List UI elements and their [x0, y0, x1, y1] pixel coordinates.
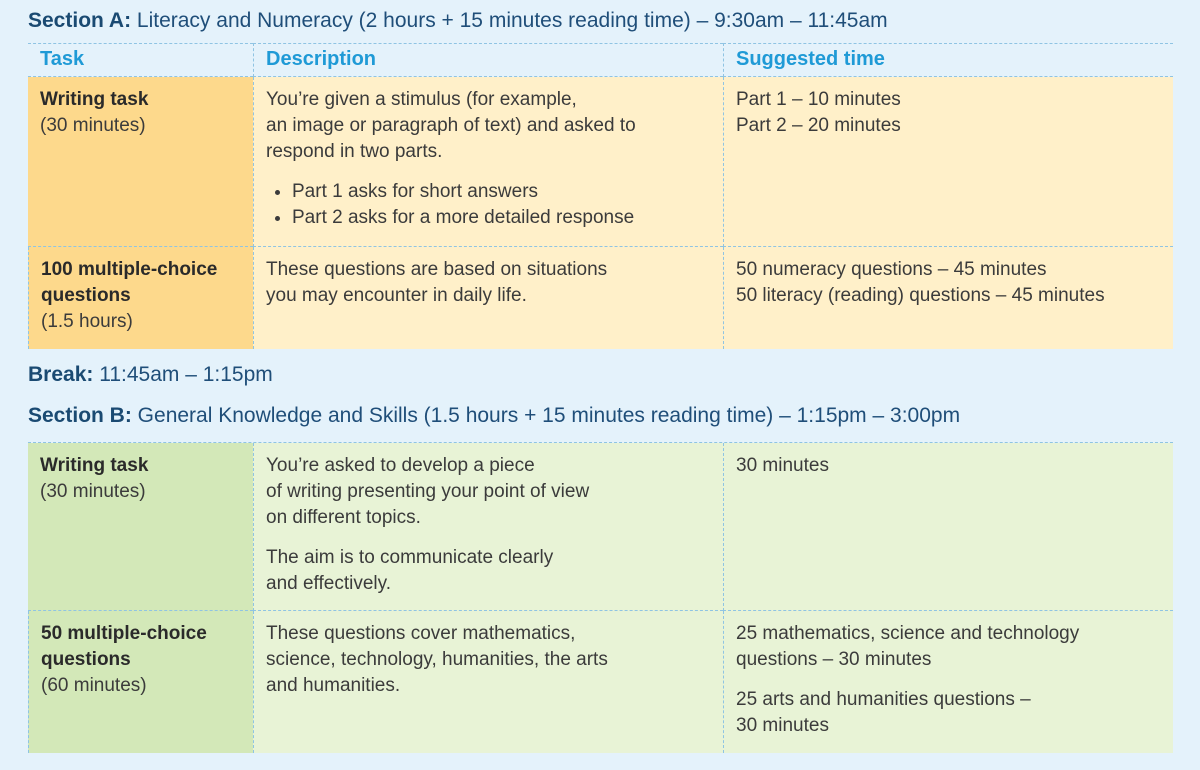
section-b-title: General Knowledge and Skills (1.5 hours + 15 minutes reading time) – 1:15pm – 3:00pm — [131, 404, 961, 427]
text-line: questions – 30 minutes — [736, 649, 932, 670]
text-line: an image or paragraph of text) and asked to — [266, 115, 636, 136]
section-a-title: Literacy and Numeracy (2 hours + 15 minutes reading time) – 9:30am – 11:45am — [131, 9, 888, 32]
text-line: 25 mathematics, science and technology — [736, 623, 1080, 644]
text-line: respond in two parts. — [266, 141, 443, 162]
text-line: on different topics. — [266, 507, 421, 528]
text-line: Part 1 – 10 minutes — [736, 89, 901, 110]
description-bullets — [266, 179, 711, 231]
table-row-description — [253, 247, 723, 349]
table-row-description — [253, 443, 723, 611]
task-title: 100 multiple-choice questions — [41, 259, 218, 306]
table-row-description — [253, 77, 723, 247]
text-line: 50 literacy (reading) questions – 45 minutes — [736, 285, 1105, 306]
time-paragraph — [736, 687, 1161, 739]
task-duration: (1.5 hours) — [41, 311, 133, 332]
break-time: 11:45am – 1:15pm — [93, 363, 273, 386]
table-row-time — [723, 443, 1173, 611]
section-a-table — [28, 43, 1173, 349]
task-title: Writing task — [40, 89, 149, 110]
break-label: Break: — [28, 363, 94, 386]
text-line: you may encounter in daily life. — [266, 285, 527, 306]
task-title: 50 multiple-choice questions — [41, 623, 207, 670]
text-line: You’re given a stimulus (for example, — [266, 89, 577, 110]
table-row-task — [28, 611, 253, 753]
table-row-time — [723, 611, 1173, 753]
header-description: Description — [253, 43, 723, 77]
description-paragraph — [266, 87, 711, 165]
task-duration: (30 minutes) — [40, 115, 146, 136]
list-item: • Part 1 asks for short answers — [292, 179, 711, 205]
text-line: These questions cover mathematics, — [266, 623, 576, 644]
time-paragraph — [736, 621, 1161, 673]
break-line — [28, 363, 273, 387]
task-title: Writing task — [40, 455, 149, 476]
text-line: and humanities. — [266, 675, 401, 696]
text-line: 25 arts and humanities questions – — [736, 689, 1031, 710]
text-line: and effectively. — [266, 573, 391, 594]
text-line: The aim is to communicate clearly — [266, 547, 554, 568]
section-b-heading — [28, 404, 960, 428]
text-line: 30 minutes — [736, 715, 829, 736]
section-a-label: Section A: — [28, 9, 132, 32]
table-row-description — [253, 611, 723, 753]
table-row-task — [28, 443, 253, 611]
text-line: of writing presenting your point of view — [266, 481, 590, 502]
text-line: 30 minutes — [736, 455, 829, 476]
table-row-time — [723, 77, 1173, 247]
header-task: Task — [28, 43, 253, 77]
table-row-task — [28, 247, 253, 349]
description-paragraph — [266, 453, 711, 531]
description-paragraph — [266, 545, 711, 597]
table-row-time — [723, 247, 1173, 349]
text-line: Part 2 – 20 minutes — [736, 115, 901, 136]
text-line: These questions are based on situations — [266, 259, 608, 280]
text-line: science, technology, humanities, the arts — [266, 649, 608, 670]
text-line: You’re asked to develop a piece — [266, 455, 535, 476]
section-a-heading — [28, 9, 888, 33]
task-duration: (60 minutes) — [41, 675, 147, 696]
section-b-table — [28, 442, 1173, 753]
text-line: 50 numeracy questions – 45 minutes — [736, 259, 1047, 280]
header-suggested-time: Suggested time — [723, 43, 1173, 77]
section-b-label: Section B: — [28, 404, 132, 427]
task-duration: (30 minutes) — [40, 481, 146, 502]
table-row-task — [28, 77, 253, 247]
list-item: • Part 2 asks for a more detailed response — [292, 205, 711, 231]
